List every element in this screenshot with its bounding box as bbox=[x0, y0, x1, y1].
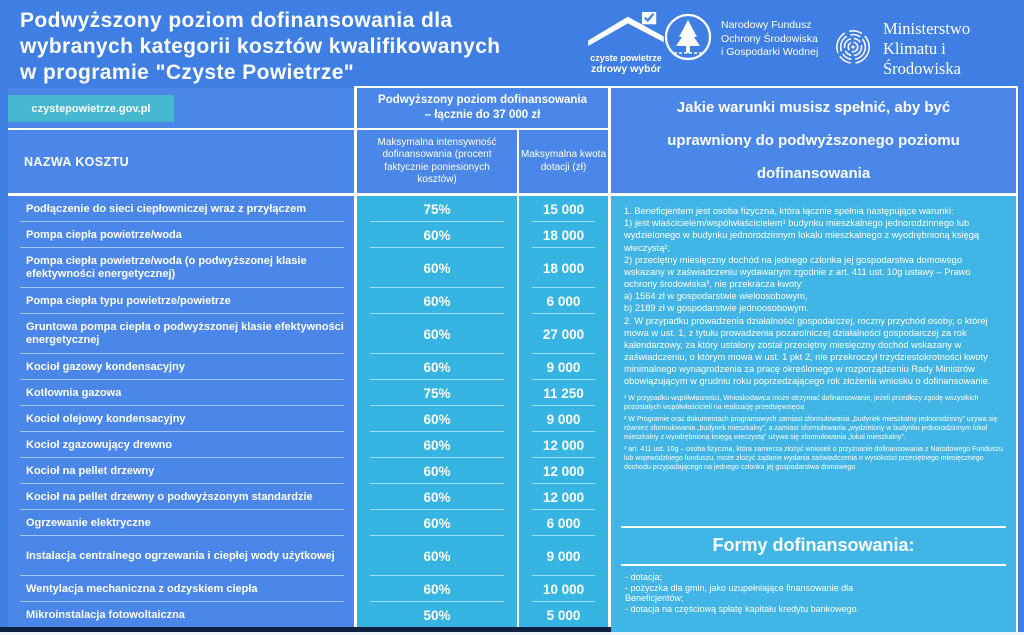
nfosigw-logo bbox=[664, 13, 818, 66]
intensity-cell: 60% bbox=[357, 458, 517, 484]
intensity-cell: 50% bbox=[357, 602, 517, 628]
cost-table-body bbox=[8, 196, 608, 628]
conditions-text bbox=[611, 196, 1016, 388]
condition-paragraph: 2) przeciętny miesięczny dochód na jednego członka jej gospodarstwa domowego wskazany w zaświadczeniu wydawanym zgodnie z art. 411 ust. 10g ustawy – Prawo ochrony środowiska³, nie przekracza kwoty: bbox=[624, 254, 971, 290]
funding-form-item: - dotacja; bbox=[625, 572, 663, 582]
condition-paragraph: 2. W przypadku prowadzenia działalności gospodarczej, roczny przychód osoby, o której mowa w ust. 1, z tytułu prowadzenia pozarolniczej działalności gospodarczej za rok kalendarzowy, za który ustalony został przeciętny miesięczny dochód wskazany w zaświadczeniu, o którym mowa w ust. 1 pkt 2, nie przekroczył trzydziestokrotności kwoty minimalnego wynagrodzenia za pracę określonego w rozporządzeniu Rady Ministrów obowiązującym w grudniu roku poprzedzającego rok złożenia wniosku o dofinansowanie. bbox=[624, 315, 991, 387]
ministerstwo-logo-line2: Klimatu i Środowiska bbox=[883, 39, 961, 78]
cost-name-cell: Gruntowa pompa ciepła o podwyższonej klasie efektywności energetycznej bbox=[8, 314, 354, 354]
intensity-cell: 60% bbox=[357, 288, 517, 314]
conditions-header-line3: dofinansowania bbox=[756, 165, 871, 182]
cost-name-cell: Kocioł na pellet drzewny o podwyższonym standardzie bbox=[8, 484, 354, 510]
cost-name-cell: Kocioł gazowy kondensacyjny bbox=[8, 354, 354, 380]
condition-paragraph: b) 2189 zł w gospodarstwie jednoosobowym. bbox=[624, 303, 810, 314]
funding-group-header-line2: – łącznie do 37 000 zł bbox=[424, 109, 541, 121]
nfosigw-logo-line3: i Gospodarki Wodnej bbox=[721, 46, 819, 59]
condition-paragraph: 1. Beneficjentem jest osoba fizyczna, która łącznie spełnia następujące warunki: bbox=[624, 206, 954, 216]
footnote: ² W Programie oraz dokumentach programowych zamiast sformułowania „budynek mieszkalny jednorodzinny” używa się również sformułowania „budynek mieszkalny”, a zamiast sformułowania „wydzielony w budynku jednorodzinnym lokal mieszkalny z wyodrębnioną księgą wieczystą” używa się sformułowania „lokal mieszkalny”. bbox=[624, 415, 998, 441]
site-badge-link[interactable]: czystepowietrze.gov.pl bbox=[8, 95, 174, 122]
czyste-powietrze-logo-line1: czyste powietrze bbox=[590, 53, 662, 63]
intensity-cell: 60% bbox=[357, 510, 517, 536]
conditions-panel-body bbox=[611, 196, 1016, 632]
page-title-line3: w programie "Czyste Powietrze" bbox=[20, 61, 355, 84]
amount-cell: 5 000 bbox=[519, 602, 608, 628]
amount-cell: 6 000 bbox=[519, 288, 608, 314]
page-title bbox=[20, 8, 501, 86]
funding-form-item: - pożyczka dla gmin, jako uzupełniające finansowanie dla Beneficjentów; bbox=[625, 582, 854, 603]
divider bbox=[517, 128, 519, 196]
ministerstwo-logo-line1: Ministerstwo bbox=[883, 19, 971, 38]
cost-name-cell: Pompa ciepła powietrze/woda bbox=[8, 222, 354, 248]
cost-name-cell: Ogrzewanie elektryczne bbox=[8, 510, 354, 536]
conditions-header-line1: Jakie warunki musisz spełnić, aby być bbox=[676, 99, 951, 116]
conditions-header-line2: uprawniony do podwyższonego poziomu bbox=[667, 132, 960, 149]
cost-name-cell: Pompa ciepła typu powietrze/powietrze bbox=[8, 288, 354, 314]
house-check-icon bbox=[588, 33, 664, 50]
page-title-line2: wybranych kategorii kosztów kwalifikowanych bbox=[20, 35, 501, 58]
site-badge-cell bbox=[8, 88, 354, 128]
amount-cell: 9 000 bbox=[519, 406, 608, 432]
intensity-cell: 60% bbox=[357, 248, 517, 288]
funding-forms-section bbox=[621, 526, 1006, 614]
czyste-powietrze-logo bbox=[583, 12, 669, 75]
cost-name-column-header: NAZWA KOSZTU bbox=[8, 130, 354, 193]
footnote: ³ art. 411 ust. 10g – osoba fizyczna, która zamierza złożyć wniosek o przyznanie dofinansowania z Narodowego Funduszu lub wojewódzkiego funduszu, może złożyć żądanie wydania zaświadczenia o wysokości przeciętnego miesięcznego dochodu przypadającego na jednego członka jej gospodarstwa domowego. bbox=[624, 446, 1003, 472]
amount-cell: 9 000 bbox=[519, 536, 608, 576]
fingerprint-eagle-icon bbox=[834, 28, 872, 71]
cost-name-cell: Mikroinstalacja fotowoltaiczna bbox=[8, 602, 354, 628]
amount-cell: 12 000 bbox=[519, 484, 608, 510]
intensity-cell: 60% bbox=[357, 484, 517, 510]
amount-cell: 10 000 bbox=[519, 576, 608, 602]
divider bbox=[1016, 86, 1018, 632]
amount-cell: 27 000 bbox=[519, 314, 608, 354]
amount-cell: 12 000 bbox=[519, 432, 608, 458]
condition-paragraph: 1) jest właścicielem/współwłaścicielem¹ budynku mieszkalnego jednorodzinnego lub wydzielonego w budynku jednorodzinnym lokalu mieszkalnego z wyodrębnioną księgą wieczystą²; bbox=[624, 218, 980, 253]
cost-name-cell: Podłączenie do sieci ciepłowniczej wraz z przyłączem bbox=[8, 196, 354, 222]
cost-name-cell: Pompa ciepła powietrze/woda (o podwyższonej klasie efektywności energetycznej) bbox=[8, 248, 354, 288]
intensity-cell: 60% bbox=[357, 406, 517, 432]
cost-name-cell: Wentylacja mechaniczna z odzyskiem ciepła bbox=[8, 576, 354, 602]
amount-cell: 6 000 bbox=[519, 510, 608, 536]
cost-name-cell: Kotłownia gazowa bbox=[8, 380, 354, 406]
cost-name-cell: Kocioł olejowy kondensacyjny bbox=[8, 406, 354, 432]
nfosigw-logo-line1: Narodowy Fundusz bbox=[721, 19, 812, 32]
divider bbox=[8, 193, 1016, 196]
divider bbox=[621, 564, 1006, 566]
amount-cell: 18 000 bbox=[519, 222, 608, 248]
nfosigw-logo-text bbox=[721, 19, 818, 60]
intensity-cell: 60% bbox=[357, 536, 517, 576]
intensity-cell: 75% bbox=[357, 196, 517, 222]
funding-group-header-line1: Podwyższony poziom dofinansowania bbox=[378, 94, 587, 106]
amount-cell: 11 250 bbox=[519, 380, 608, 406]
intensity-cell: 60% bbox=[357, 576, 517, 602]
cost-name-cell: Kocioł zgazowujący drewno bbox=[8, 432, 354, 458]
intensity-cell: 75% bbox=[357, 380, 517, 406]
tree-circle-icon bbox=[664, 13, 712, 66]
intensity-cell: 60% bbox=[357, 432, 517, 458]
amount-cell: 9 000 bbox=[519, 354, 608, 380]
conditions-footnotes bbox=[611, 388, 1016, 473]
cost-name-cell: Instalacja centralnego ogrzewania i ciepłej wody użytkowej bbox=[8, 536, 354, 576]
funding-form-item: - dotacja na częściową spłatę kapitału kredytu bankowego. bbox=[625, 603, 860, 614]
divider bbox=[608, 86, 611, 632]
amount-column-header: Maksymalna kwota dotacji (zł) bbox=[519, 130, 608, 193]
funding-group-header bbox=[357, 88, 608, 128]
amount-cell: 12 000 bbox=[519, 458, 608, 484]
ministerstwo-logo bbox=[834, 19, 1024, 79]
footnote: ¹ W przypadku współwłasności, Wnioskodawca może otrzymać dofinansowanie, jeżeli przedłoży zgodę wszystkich pozostałych współwłaścicieli na realizację przedsięwzięcia bbox=[624, 394, 979, 411]
intensity-cell: 60% bbox=[357, 314, 517, 354]
funding-forms-list bbox=[621, 572, 893, 614]
divider bbox=[354, 86, 357, 196]
conditions-panel-header bbox=[611, 88, 1016, 193]
intensity-column-header: Maksymalna intensywność dofinansowania (procent faktycznie poniesionych kosztów) bbox=[357, 130, 517, 193]
cost-name-cell: Kocioł na pellet drzewny bbox=[8, 458, 354, 484]
amount-cell: 15 000 bbox=[519, 196, 608, 222]
intensity-cell: 60% bbox=[357, 354, 517, 380]
funding-forms-title: Formy dofinansowania: bbox=[712, 535, 915, 555]
intensity-cell: 60% bbox=[357, 222, 517, 248]
ministerstwo-logo-text bbox=[883, 19, 1024, 79]
amount-cell: 18 000 bbox=[519, 248, 608, 288]
page-title-line1: Podwyższony poziom dofinansowania dla bbox=[20, 9, 453, 32]
condition-paragraph: a) 1564 zł w gospodarstwie wieloosobowym, bbox=[624, 291, 808, 302]
divider bbox=[354, 86, 1016, 88]
czyste-powietrze-logo-line2: zdrowy wybór bbox=[590, 63, 661, 75]
nfosigw-logo-line2: Ochrony Środowiska bbox=[721, 32, 818, 45]
